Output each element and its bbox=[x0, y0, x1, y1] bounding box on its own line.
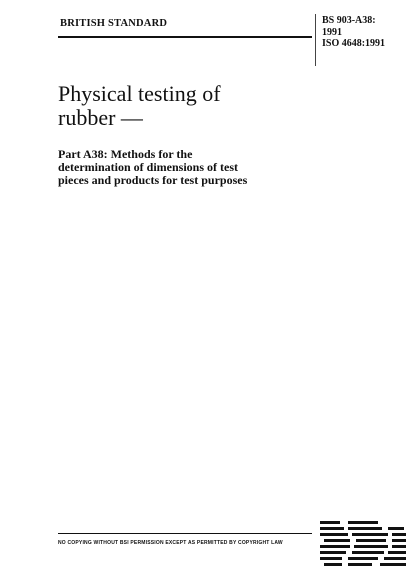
standard-number-year: 1991 bbox=[322, 26, 342, 38]
copyright-notice: NO COPYING WITHOUT BSI PERMISSION EXCEPT AS PERMITTED BY COPYRIGHT LAW bbox=[58, 540, 283, 546]
bsi-logo bbox=[318, 519, 408, 567]
subtitle-line: Part A38: Methods for the bbox=[58, 147, 193, 161]
standard-numbers bbox=[322, 15, 410, 50]
header-rule bbox=[58, 36, 312, 38]
standard-number-bs: BS 903-A38: bbox=[322, 15, 376, 26]
standard-number-iso: ISO 4648:1991 bbox=[322, 38, 386, 49]
subtitle-line: pieces and products for test purposes bbox=[58, 173, 248, 187]
title-line: rubber — bbox=[58, 105, 143, 130]
document-title bbox=[58, 82, 308, 130]
document-subtitle bbox=[58, 148, 318, 187]
title-line: Physical testing of bbox=[58, 81, 221, 106]
publisher-label: BRITISH STANDARD bbox=[60, 18, 168, 29]
footer-rule bbox=[58, 533, 312, 534]
header-divider bbox=[315, 14, 316, 66]
subtitle-line: determination of dimensions of test bbox=[58, 160, 238, 174]
